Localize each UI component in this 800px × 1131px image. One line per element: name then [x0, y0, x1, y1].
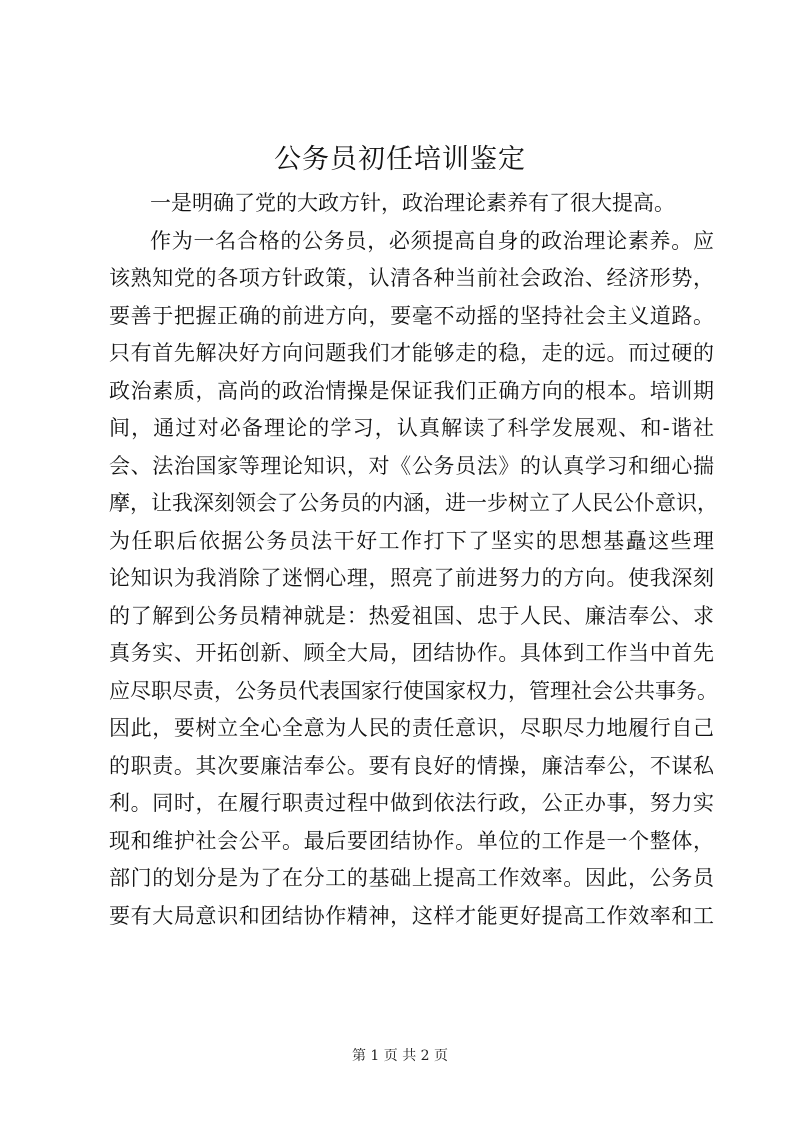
- document-body: [109, 185, 718, 935]
- paragraph-line: 论知识为我消除了迷惘心理，照亮了前进努力的方向。使我深刻: [109, 566, 714, 590]
- paragraph-line: 政治素质，高尚的政治情操是保证我们正确方向的根本。培训期: [109, 378, 714, 403]
- paragraph-line: 真务实、开拓创新、顾全大局，团结协作。具体到工作当中首先: [109, 641, 714, 665]
- paragraph-line: 一是明确了党的大政方针，政治理论素养有了很大提高。: [150, 191, 675, 215]
- paragraph-line: 因此，要树立全心全意为人民的责任意识，尽职尽力地履行自己: [109, 716, 714, 740]
- paragraph-line: 作为一名合格的公务员，必须提高自身的政治理论素养。应: [150, 228, 714, 253]
- paragraph-line: 摩，让我深刻领会了公务员的内涵，进一步树立了人民公仆意识，: [109, 491, 718, 515]
- paragraph-line: 间，通过对必备理论的学习，认真解读了科学发展观、和-谐社: [109, 416, 714, 440]
- paragraph-line: 会、法治国家等理论知识，对《公务员法》的认真学习和细心揣: [109, 453, 714, 478]
- paragraph-line: 该熟知党的各项方针政策，认清各种当前社会政治、经济形势，: [109, 266, 714, 290]
- page-number-footer: 第 1 页 共 2 页: [351, 1048, 449, 1064]
- document-title: 公务员初任培训鉴定: [274, 144, 526, 175]
- paragraph-line: 应尽职尽责，公务员代表国家行使国家权力，管理社会公共事务。: [109, 678, 718, 703]
- paragraph-line: 要有大局意识和团结协作精神，这样才能更好提高工作效率和工: [109, 903, 714, 928]
- paragraph-line: 的职责。其次要廉洁奉公。要有良好的情操，廉洁奉公，不谋私: [109, 753, 714, 778]
- paragraph-line: 的了解到公务员精神就是：热爱祖国、忠于人民、廉洁奉公、求: [109, 603, 714, 628]
- paragraph-line: 要善于把握正确的前进方向，要毫不动摇的坚持社会主义道路。: [109, 303, 714, 328]
- paragraph-line: 部门的划分是为了在分工的基础上提高工作效率。因此，公务员: [109, 866, 714, 890]
- paragraph-line: 利。同时，在履行职责过程中做到依法行政，公正办事，努力实: [109, 791, 714, 815]
- paragraph-line: 现和维护社会公平。最后要团结协作。单位的工作是一个整体，: [109, 828, 714, 853]
- paragraph-line: 只有首先解决好方向问题我们才能够走的稳，走的远。而过硬的: [109, 341, 714, 365]
- paragraph-line: 为任职后依据公务员法干好工作打下了坚实的思想基矗这些理: [109, 528, 714, 553]
